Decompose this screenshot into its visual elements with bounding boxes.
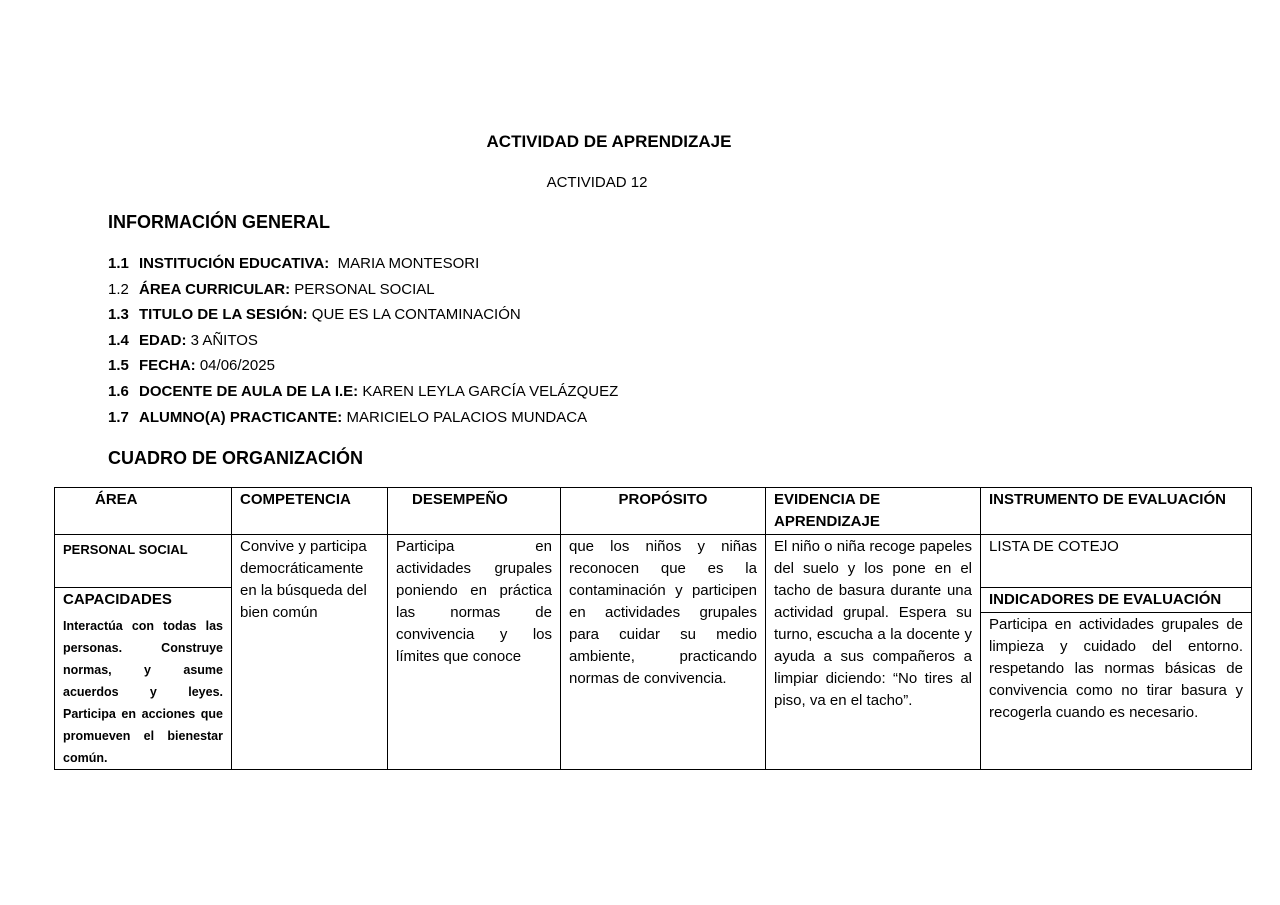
info-heading: INFORMACIÓN GENERAL <box>108 212 330 232</box>
header-area: ÁREA <box>55 488 232 535</box>
area-value: PERSONAL SOCIAL <box>55 535 232 588</box>
desempeno-value: Participa en actividades grupales poniendo en práctica las normas de convivencia y los límites que conoce <box>388 535 561 770</box>
instrumento-value: LISTA DE COTEJO <box>981 535 1252 588</box>
header-competencia: COMPETENCIA <box>232 488 388 535</box>
info-item: 1.2 ÁREA CURRICULAR: PERSONAL SOCIAL <box>108 280 435 298</box>
info-item: 1.3 TITULO DE LA SESIÓN: QUE ES LA CONTAMINACIÓN <box>108 306 521 324</box>
info-item: 1.7 ALUMNO(A) PRACTICANTE: MARICIELO PALACIOS MUNDACA <box>108 408 588 426</box>
activity-number: ACTIVIDAD 12 <box>546 174 648 191</box>
indicadores-label: INDICADORES DE EVALUACIÓN <box>981 588 1252 613</box>
info-item: 1.4 EDAD: 3 AÑITOS <box>108 331 258 349</box>
indicadores-value: Participa en actividades grupales de limpieza y cuidado del entorno. respetando las normas básicas de convivencia como no tirar basura y recogerla cuando es necesario. <box>981 613 1252 770</box>
info-item: 1.1 INSTITUCIÓN EDUCATIVA: MARIA MONTESORI <box>108 255 480 272</box>
header-evidencia: EVIDENCIA DE APRENDIZAJE <box>766 488 981 535</box>
info-item: 1.5 FECHA: 04/06/2025 <box>108 357 275 375</box>
capacidades-text: Interactúa con todas las personas. Construye normas, y asume acuerdos y leyes. Participa en acciones que promueven el bienestar común. <box>55 613 232 770</box>
competencia-value: Convive y participa democráticamente en la búsqueda del bien común <box>232 535 388 770</box>
organization-table <box>54 487 1252 770</box>
header-desempeno: DESEMPEÑO <box>388 488 561 535</box>
capacidades-label: CAPACIDADES <box>55 588 232 613</box>
header-proposito: PROPÓSITO <box>561 488 766 535</box>
info-item: 1.6 DOCENTE DE AULA DE LA I.E: KAREN LEYLA GARCÍA VELÁZQUEZ <box>108 382 619 400</box>
evidencia-value: El niño o niña recoge papeles del suelo y los pone en el tacho de basura durante una actividad grupal. Espera su turno, escucha a la docente y ayuda a sus compañeros a limpiar diciendo: “No tires al piso, va en el tacho”. <box>766 535 981 770</box>
document-title: ACTIVIDAD DE APRENDIZAJE <box>486 132 732 151</box>
info-list <box>108 254 618 433</box>
proposito-value: que los niños y niñas reconocen que es la contaminación y participen en actividades grupales para cuidar su medio ambiente, practicando normas de convivencia. <box>561 535 766 770</box>
header-instrumento: INSTRUMENTO DE EVALUACIÓN <box>981 488 1252 535</box>
org-heading: CUADRO DE ORGANIZACIÓN <box>108 448 363 468</box>
